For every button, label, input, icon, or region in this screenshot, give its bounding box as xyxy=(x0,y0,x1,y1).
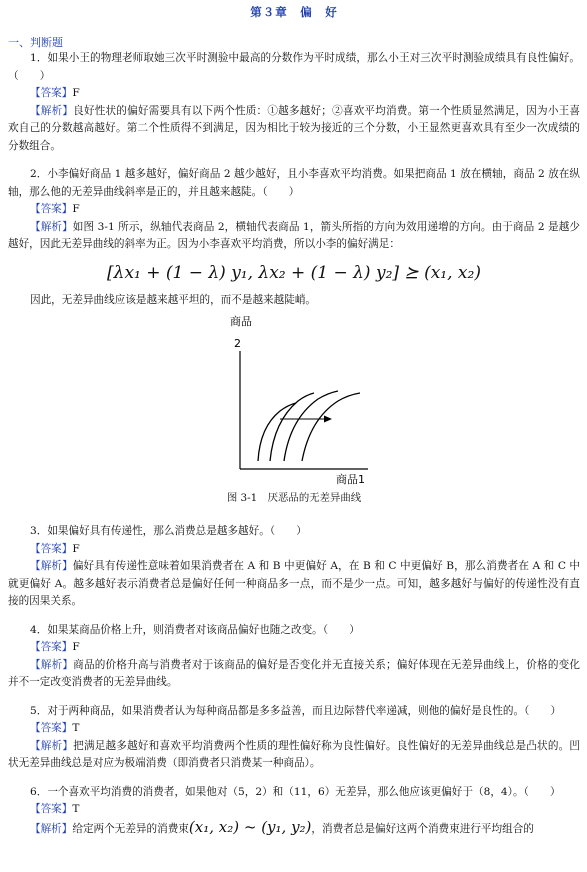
question-2: 2．小李偏好商品 1 越多越好，偏好商品 2 越少越好，且小李喜欢平均消费。如果把商品 1 放在横轴，商品 2 放在纵轴，那么他的无差异曲线斜率是正的，并且越来越陡。（ ） xyxy=(8,168,580,198)
explain-tag: 【解析】 xyxy=(30,658,74,671)
indifference-curve-2 xyxy=(270,393,314,461)
answer-value: F xyxy=(72,87,80,99)
explain-tag: 【解析】 xyxy=(30,104,74,117)
answer-3 xyxy=(8,541,580,559)
x-axis-label: 商品1 xyxy=(336,473,365,486)
explain-text: 把满足越多越好和喜欢平均消费两个性质的理性偏好称为良性偏好。良性偏好的无差异曲线总是凸状的。凹状无差异曲线总是对应为极端消费（即消费者只消费某一种商品）。 xyxy=(8,739,580,769)
document-page xyxy=(8,0,580,838)
answer-value: F xyxy=(72,542,80,555)
explain-text: 良好性状的偏好需要具有以下两个性质：①越多越好；②喜欢平均消费。第一个性质显然满足，因为小王喜欢自己的分数越高越好。第二个性质得不到满足，因为相比于较为接近的三个分数，小王显然更喜欢具有至少一次成绩的分数组合。 xyxy=(8,104,580,152)
answer-tag: 【答案】 xyxy=(30,203,73,215)
explain-tag: 【解析】 xyxy=(30,822,73,835)
answer-4 xyxy=(8,639,580,657)
y-axis-label-1: 商品 xyxy=(230,315,252,328)
explain-tag: 【解析】 xyxy=(30,220,73,233)
answer-value: T xyxy=(72,722,80,734)
explain-pre: 给定两个无差异的消费束 xyxy=(72,822,189,835)
indifference-curve-diagram xyxy=(8,309,580,489)
explain-post: ，消费者总是偏好这两个消费束进行平均组合的 xyxy=(311,822,534,835)
answer-5 xyxy=(8,720,580,738)
indifference-curve-3 xyxy=(284,391,338,461)
indifference-curve-4 xyxy=(302,393,360,461)
answer-value: T xyxy=(72,803,80,815)
preference-formula: [λx₁ + (1 − λ) y₁, λx₂ + (1 − λ) y₂] ⪰ (x₁, x₂) xyxy=(107,262,481,283)
y-axis-label-2: 2 xyxy=(234,337,241,350)
answer-tag: 【答案】 xyxy=(30,87,73,99)
answer-6 xyxy=(8,801,580,819)
explanation-5 xyxy=(8,738,580,773)
chapter-title: 第３章 偏 好 xyxy=(250,5,338,19)
answer-value: F xyxy=(72,203,80,215)
explain-text: 偏好具有传递性意味着如果消费者在 A 和 B 中更偏好 A，在 B 和 C 中更偏好 B，那么消费者在 A 和 C 中就更偏好 A。越多越好表示消费者总是偏好任何一种商品多一点，而不是少一点。可知，越多越好与偏好的传递性没有直接的因果关系。 xyxy=(8,560,580,607)
explain-text: 商品的价格升高与消费者对于该商品的偏好是否变化并无直接关系；偏好体现在无差异曲线上，价格的变化并不一定改变消费者的无差异曲线。 xyxy=(8,658,580,688)
figure-3-1 xyxy=(8,309,580,489)
answer-2 xyxy=(8,201,580,219)
question-3: 3．如果偏好具有传递性，那么消费总是越多越好。（ ） xyxy=(30,525,307,537)
question-4: 4．如果某商品价格上升，则消费者对该商品偏好也随之改变。（ ） xyxy=(30,623,360,636)
explain-text: 如图 3-1 所示，纵轴代表商品 2，横轴代表商品 1，箭头所指的方向为效用递增的方向。由于商品 2 是越少越好，因此无差异曲线的斜率为正。因为小李喜欢平均消费，所以小李的偏好满足： xyxy=(8,220,581,250)
explanation-3 xyxy=(8,558,580,611)
explanation-1 xyxy=(8,103,580,156)
explanation-6 xyxy=(8,819,580,839)
question-6: 6．一个喜欢平均消费的消费者，如果他对（5，2）和（11，6）无差异，那么他应该更偏好于（8，4）。（ ） xyxy=(30,785,561,798)
answer-tag: 【答案】 xyxy=(30,722,73,734)
explain-tag: 【解析】 xyxy=(30,560,73,572)
conclusion-2: 因此，无差异曲线应该是越来越平坦的，而不是越来越陡峭。 xyxy=(30,293,317,306)
explanation-2 xyxy=(8,219,580,254)
answer-tag: 【答案】 xyxy=(30,542,73,555)
question-5: 5．对于两种商品，如果消费者认为每种商品都是多多益善，而且边际替代率递减，则他的偏好是良性的。（ ） xyxy=(30,704,562,717)
answer-value: F xyxy=(72,641,80,653)
bundle-formula: (x₁, x₂) ~ (y₁, y₂) xyxy=(188,817,312,836)
explain-tag: 【解析】 xyxy=(30,739,74,752)
answer-tag: 【答案】 xyxy=(30,803,73,815)
section-heading: 一、判断题 xyxy=(8,36,63,49)
explanation-4 xyxy=(8,657,580,692)
answer-tag: 【答案】 xyxy=(30,641,73,653)
utility-arrow-head-icon xyxy=(324,416,332,423)
answer-1 xyxy=(8,85,580,103)
question-1: 1．如果小王的物理老师取她三次平时测验中最高的分数作为平时成绩，那么小王对三次平时测验成绩具有良性偏好。（ ） xyxy=(8,52,580,82)
figure-caption: 图 3-1 厌恶品的无差异曲线 xyxy=(226,492,362,504)
